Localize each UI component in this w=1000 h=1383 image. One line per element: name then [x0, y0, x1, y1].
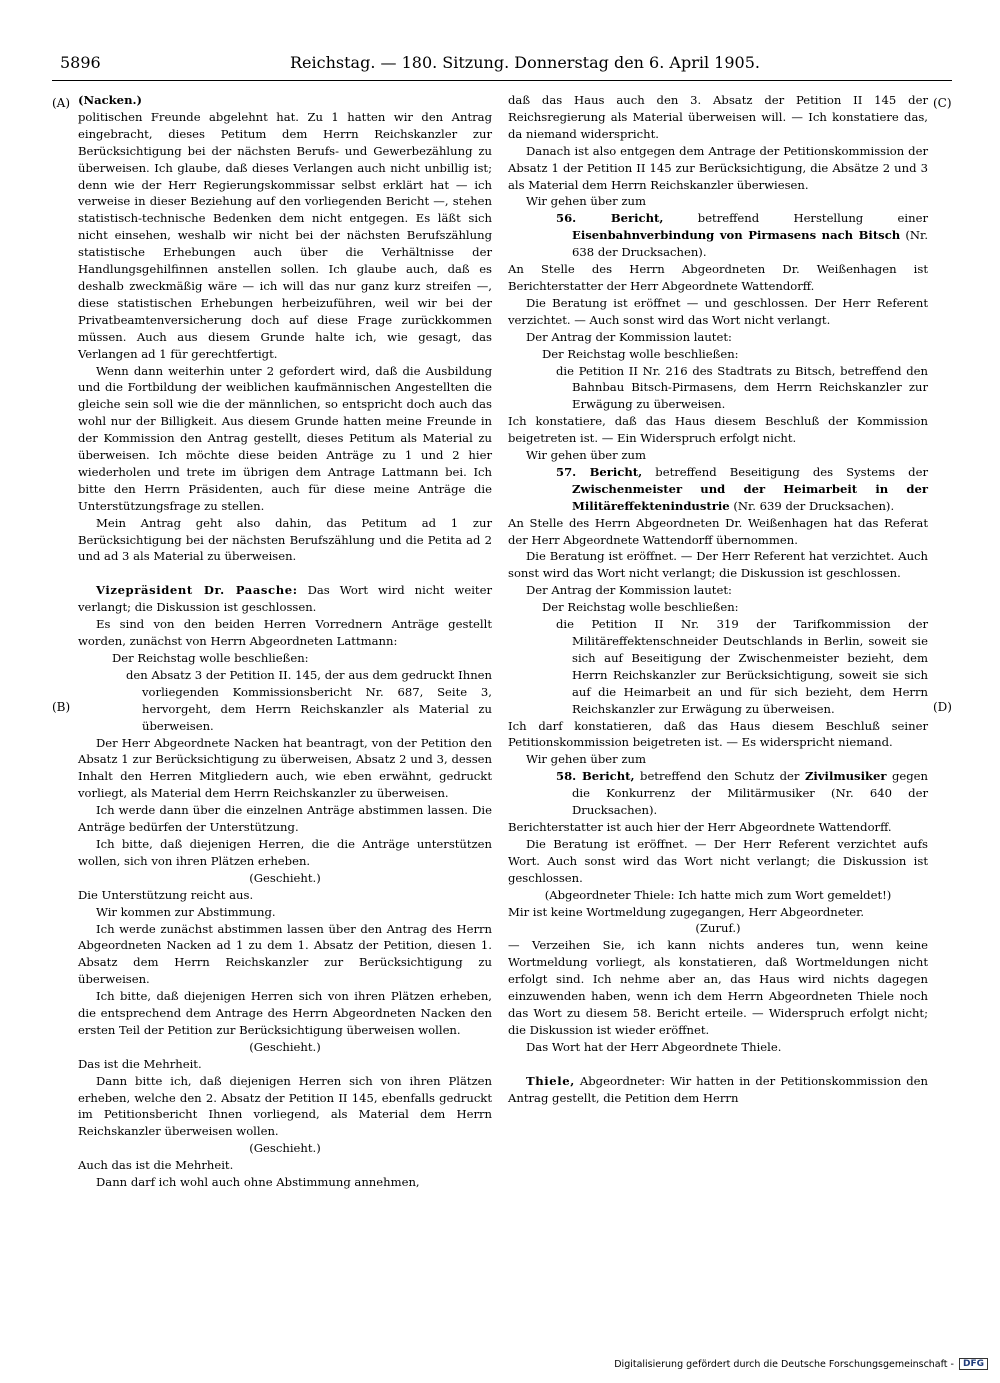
paragraph: Wir gehen über zum — [526, 752, 646, 767]
paragraph: Vizepräsident Dr. Paasche: Das Wort wird nicht weiter verlangt; die Diskussion ist geschlossen. — [78, 583, 492, 615]
paragraph: Ich werde zunächst abstimmen lassen über den Antrag des Herrn Abgeordneten Nacken ad 1 zu dem 1. Absatz der Petition, diesen 1. Absatz dem Herrn Reichskanzler zur Berücksichtigung zu überweisen. — [78, 921, 492, 987]
paragraph: Der Herr Abgeordnete Nacken hat beantragt, von der Petition den Absatz 1 zur Berücksichtigung zu überweisen, Absatz 2 und 3, dessen Inhalt den Herren Mitgliedern auch, wie eben erwähnt, gedruckt vorliegt, als Material dem Herrn Reichskanzler zu überweisen. — [78, 735, 492, 801]
stage-direction: (Geschieht.) — [249, 1039, 321, 1054]
margin-marker-c: (C) — [933, 96, 952, 110]
paragraph: Wir gehen über zum — [526, 194, 646, 209]
paragraph: Die Beratung ist eröffnet. — Der Herr Referent hat verzichtet. Auch sonst wird das Wort nicht verlangt; die Diskussion ist geschlossen. — [508, 549, 928, 581]
paragraph: Berichterstatter ist auch hier der Herr Abgeordnete Wattendorff. — [508, 819, 892, 834]
running-title: Reichstag. — 180. Sitzung. Donnerstag den 6. April 1905. — [290, 53, 760, 72]
paragraph: Wir kommen zur Abstimmung. — [96, 904, 276, 919]
report-item: 58. Bericht, betreffend den Schutz der Zivilmusiker gegen die Konkurrenz der Militärmusiker (Nr. 640 der Drucksachen). — [556, 769, 928, 818]
resolution-intro: Der Reichstag wolle beschließen: — [112, 651, 309, 665]
report-item: 57. Bericht, betreffend Beseitigung des Systems der Zwischenmeister und der Heimarbeit in der Militäreffektenindustrie (Nr. 639 der Drucksachen). — [556, 464, 928, 513]
paragraph: Die Unterstützung reicht aus. — [78, 887, 254, 902]
report-item: 56. Bericht, betreffend Herstellung einer Eisenbahnverbindung von Pirmasens nach Bitsch (Nr. 638 der Drucksachen). — [556, 211, 929, 260]
paragraph: Mein Antrag geht also dahin, das Petitum ad 1 zur Berücksichtigung bei der nächsten Berufszählung und die Petita ad 2 und ad 3 als Material zu überweisen. — [78, 515, 492, 564]
page-header — [52, 46, 952, 81]
paragraph: Die Beratung ist eröffnet. — Der Herr Referent verzichtet aufs Wort. Auch sonst wird das Wort nicht verlangt; die Diskussion ist geschlossen. — [508, 836, 928, 885]
right-column — [508, 92, 928, 1106]
paragraph: An Stelle des Herrn Abgeordneten Dr. Weißenhagen ist Berichterstatter der Herr Abgeordnete Wattendorff. — [508, 262, 928, 293]
resolution-text: die Petition II Nr. 216 des Stadtrats zu Bitsch, betreffend den Bahnbau Bitsch-Pirmasens, dem Herrn Reichskanzler zur Erwägung zu überweisen. — [556, 363, 928, 412]
paragraph: Das ist die Mehrheit. — [78, 1056, 202, 1071]
paragraph: Ich konstatiere, daß das Haus diesem Beschluß der Kommission beigetreten ist. — Ein Widerspruch erfolgt nicht. — [508, 414, 928, 446]
interjection: (Abgeordneter Thiele: Ich hatte mich zum Wort gemeldet!) — [544, 887, 892, 902]
left-column — [78, 92, 492, 1191]
paragraph: Auch das ist die Mehrheit. — [78, 1158, 234, 1173]
margin-marker-d: (D) — [933, 700, 952, 714]
digitization-footer — [614, 1358, 988, 1370]
stage-direction: (Geschieht.) — [249, 870, 321, 885]
paragraph: Die Beratung ist eröffnet — und geschlossen. Der Herr Referent verzichtet. — Auch sonst wird das Wort nicht verlangt. — [508, 295, 928, 327]
paragraph: — Verzeihen Sie, ich kann nichts anderes tun, wenn keine Wortmeldung vorliegt, als konstatieren, daß Wortmeldungen nicht erfolgt sind. Ich nehme aber an, das Haus wird nichts dagegen einzuwenden haben, wenn ich dem Herrn Abgeordneten Thiele noch das Wort zu diesem 58. Bericht erteile. — Widerspruch erfolgt nicht; die Diskussion ist wieder eröffnet. — [508, 938, 928, 1037]
speaker-name: Thiele, — [526, 1073, 575, 1088]
paragraph: politischen Freunde abgelehnt hat. Zu 1 hatten wir den Antrag eingebracht, dieses Petitum dem Herrn Reichskanzler zur Berücksichtigung bei der nächsten Berufs- und Gewerbezählung zu überweisen. Ich glaube, daß dieses Verlangen auch nicht unbillig ist; denn wie der Herr Regierungskommissar selbst erklärt hat — ich verweise in dieser Beziehung auf den vorliegenden Bericht —, stehen statistisch-technische Bedenken dem nicht entgegen. Es läßt sich nicht einsehen, weshalb wir nicht bei der nächsten Berufszählung statistische Erhebungen auch über die Verhältnisse der Handlungsgehilfinnen anstellen sollen. Ich glaube auch, daß es deshalb zweckmäßig wäre — ich will das nur ganz kurz streifen —, diese statistischen Erhebungen herbeizuführen, weil wir bei der Privatbeamtenversicherung doch auf diese Frage zurückkommen müssen. Auch aus diesem Grunde halte ich, wie gesagt, das Verlangen ad 1 für gerechtfertigt. — [78, 109, 492, 361]
paragraph: Dann darf ich wohl auch ohne Abstimmung annehmen, — [96, 1175, 420, 1190]
paragraph: Mir ist keine Wortmeldung zugegangen, Herr Abgeordneter. — [508, 904, 865, 919]
speaker-name: Vizepräsident Dr. Paasche: — [96, 583, 298, 598]
margin-marker-b: (B) — [52, 700, 71, 714]
stage-direction: (Geschieht.) — [249, 1141, 321, 1156]
paragraph: Der Antrag der Kommission lautet: — [526, 329, 732, 344]
paragraph: An Stelle des Herrn Abgeordneten Dr. Weißenhagen hat das Referat der Herr Abgeordnete Wattendorff übernommen. — [508, 515, 928, 547]
margin-marker-a: (A) — [52, 96, 71, 110]
paragraph: Wir gehen über zum — [526, 448, 646, 463]
resolution-intro: Der Reichstag wolle beschließen: — [542, 346, 739, 361]
resolution-intro: Der Reichstag wolle beschließen: — [542, 600, 739, 615]
paragraph: Es sind von den beiden Herren Vorrednern Anträge gestellt worden, zunächst von Herrn Abgeordneten Lattmann: — [78, 617, 492, 649]
paragraph: daß das Haus auch den 3. Absatz der Petition II 145 der Reichsregierung als Material überweisen will. — Ich konstatiere das, da niemand widerspricht. — [508, 93, 928, 141]
paragraph: Ich werde dann über die einzelnen Anträge abstimmen lassen. Die Anträge bedürfen der Unterstützung. — [78, 803, 492, 835]
paragraph: Der Antrag der Kommission lautet: — [526, 583, 732, 598]
resolution-text: die Petition II Nr. 319 der Tarifkommission der Militäreffektenschneider Deutschlands in Berlin, soweit sie sich auf Beseitigung der Zwischenmeister bezieht, dem Herrn Reichskanzler zur Berücksichtigung, soweit sie sich auf die Heimarbeit an und für sich bezieht, dem Herrn Reichskanzler zur Erwägung zu überweisen. — [556, 617, 928, 716]
speaker-tag: (Nacken.) — [78, 93, 143, 107]
paragraph: Das Wort hat der Herr Abgeordnete Thiele. — [526, 1039, 782, 1054]
footer-text: Digitalisierung gefördert durch die Deutsche Forschungsgemeinschaft - — [614, 1358, 954, 1370]
paragraph: Ich bitte, daß diejenigen Herren, die die Anträge unterstützen wollen, sich von ihren Plätzen erheben. — [78, 836, 492, 868]
paragraph: Danach ist also entgegen dem Antrage der Petitionskommission der Absatz 1 der Petition II 145 zur Berücksichtigung, die Absätze 2 und 3 als Material dem Herrn Reichskanzler überwiesen. — [508, 143, 928, 192]
paragraph: Thiele, Abgeordneter: Wir hatten in der Petitionskommission den Antrag gestellt, die Petition dem Herrn — [508, 1073, 928, 1105]
resolution-text: den Absatz 3 der Petition II. 145, der aus dem gedruckt Ihnen vorliegenden Kommissionsbericht Nr. 687, Seite 3, hervorgeht, dem Herrn Reichskanzler als Material zu überweisen. — [126, 667, 492, 733]
paragraph: Ich darf konstatieren, daß das Haus diesem Beschluß seiner Petitionskommission beigetreten ist. — Es widerspricht niemand. — [508, 718, 928, 750]
paragraph: Wenn dann weiterhin unter 2 gefordert wird, daß die Ausbildung und die Fortbildung der weiblichen kaufmännischen Angestellten die gleiche sein soll wie die der männlichen, so entspricht doch auch das wohl nur der Billigkeit. Aus diesem Grunde hatten meine Freunde in der Kommission den Antrag gestellt, dieses Petitum als Material zu überweisen. Ich möchte diese beiden Anträge zu 1 und 2 hier wiederholen und trete im übrigen dem Antrage Lattmann bei. Ich bitte den Herrn Präsidenten, auch für diese meine Anträge die Unterstützungsfrage zu stellen. — [78, 363, 492, 513]
paragraph: Dann bitte ich, daß diejenigen Herren sich von ihren Plätzen erheben, welche den 2. Absatz der Petition II 145, ebenfalls gedruckt im Petitionsbericht Ihnen vorliegend, als Material dem Herrn Reichskanzler überweisen wollen. — [78, 1073, 492, 1139]
dfg-logo: DFG — [959, 1358, 988, 1370]
paragraph: Ich bitte, daß diejenigen Herren sich von ihren Plätzen erheben, die entsprechend dem Antrage des Herrn Abgeordneten Nacken den ersten Teil der Petition zur Berücksichtigung überweisen wollen. — [78, 989, 492, 1037]
interjection: (Zuruf.) — [695, 921, 741, 936]
page-number: 5896 — [60, 53, 101, 72]
